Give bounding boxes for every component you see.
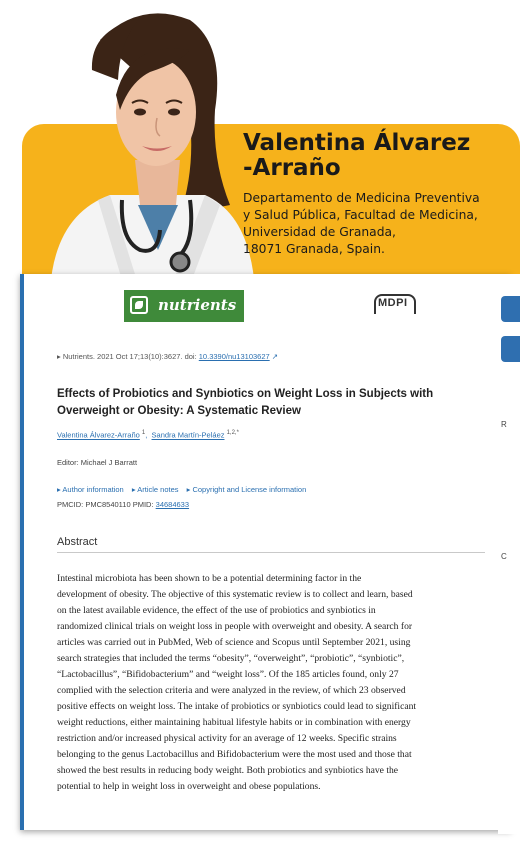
sidebar-tab[interactable] [501,296,520,322]
abstract-line: restriction and/or increased physical activity for an average of 12 weeks. Specific strains [57,733,397,744]
abstract-line: Intestinal microbiota has been shown to be a potential determining factor in the [57,573,362,584]
author-photo [30,0,260,290]
journal-logo[interactable]: nutrients [124,290,244,322]
author-link[interactable]: Valentina Álvarez-Arraño [57,430,140,440]
article-info-links [57,485,312,494]
sidebar-letter: C [501,552,507,561]
abstract-line: positive effects on weight loss. The intake of probiotics or synbiotics could lead to significant [57,701,417,712]
abstract-heading: Abstract [57,536,98,548]
editor-line: Editor: Michael J Barratt [57,458,138,467]
author-link[interactable]: Sandra Martín-Peláez [151,430,225,440]
abstract-line: weight reductions, either maintaining habitual lifestyle habits or in combination with energy [57,717,411,728]
abstract-line: articles was carried out in PubMed, Web of science and Scopus until September 2021, using [57,637,411,648]
sidebar-tab[interactable] [501,336,520,362]
abstract-line: “Lactobacillus”, “Bifidobacterium” and “weight loss”. Of the 185 articles found, only 27 [57,669,399,680]
publisher-logo[interactable]: MDPI [374,294,416,318]
abstract-line: complied with the selection criteria and were analyzed in the review, of which 23 observed [57,685,406,696]
abstract-line: on the latest available evidence, the effect of the use of probiotics and synbiotics in [57,605,376,616]
affiliation-line: Universidad de Granada, [243,225,396,239]
abstract-text [57,571,487,795]
divider [57,552,485,553]
pmid-link[interactable]: 34684633 [155,500,190,509]
copyright-link[interactable]: ▸ Copyright and License information [186,485,307,494]
right-sidebar [498,274,520,834]
journal-header [124,290,420,322]
abstract-line: randomized clinical trials on weight loss in people with overweight and obesity. A search for [57,621,413,632]
author-list: Valentina Álvarez-Arraño $^1$, Sandra Martín-Peláez $^{1,2,*}$ [57,430,239,440]
abstract-line: development of obesity. The objective of this systematic review is to collect and learn, based [57,589,413,600]
affiliation-line: y Salud Pública, Facultad de Medicina, [243,208,478,222]
abstract-line: showed the best results in reducing body weight. Both probiotics and synbiotics have the [57,765,399,776]
identifier-line: PMCID: PMC8540110 PMID: 34684633 [57,500,190,509]
abstract-line: belonging to the genus Lactobacillus and Bifidobacterium were the most used and those that [57,749,412,760]
article-title: Effects of Probiotics and Synbiotics on Weight Loss in Subjects with Overweight or Obesity: A Systematic Review [57,388,434,417]
doi-link[interactable]: 10.3390/nu13103627 [198,352,270,361]
author-information-link[interactable]: ▸ Author information [57,485,124,494]
abstract-line: search strategies that included the terms “obesity”, “overweight”, “probiotic”, “synbiotic”, [57,653,405,664]
article-notes-link[interactable]: ▸ Article notes [131,485,179,494]
citation-line: ▸ Nutrients. 2021 Oct 17;13(10):3627. doi: 10.3390/nu13103627 ↗ [57,352,279,361]
abstract-line: potential to help in weight loss in overweight and obese populations. [57,781,321,792]
leaf-icon [130,296,148,314]
author-affiliation [243,190,515,258]
external-link-icon[interactable]: ↗ [271,352,279,361]
author-name: Valentina Álvarez -Arraño [243,130,471,181]
affiliation-line: 18071 Granada, Spain. [243,242,385,256]
affiliation-line: Departamento de Medicina Preventiva [243,191,480,205]
sidebar-letter: R [501,420,507,429]
